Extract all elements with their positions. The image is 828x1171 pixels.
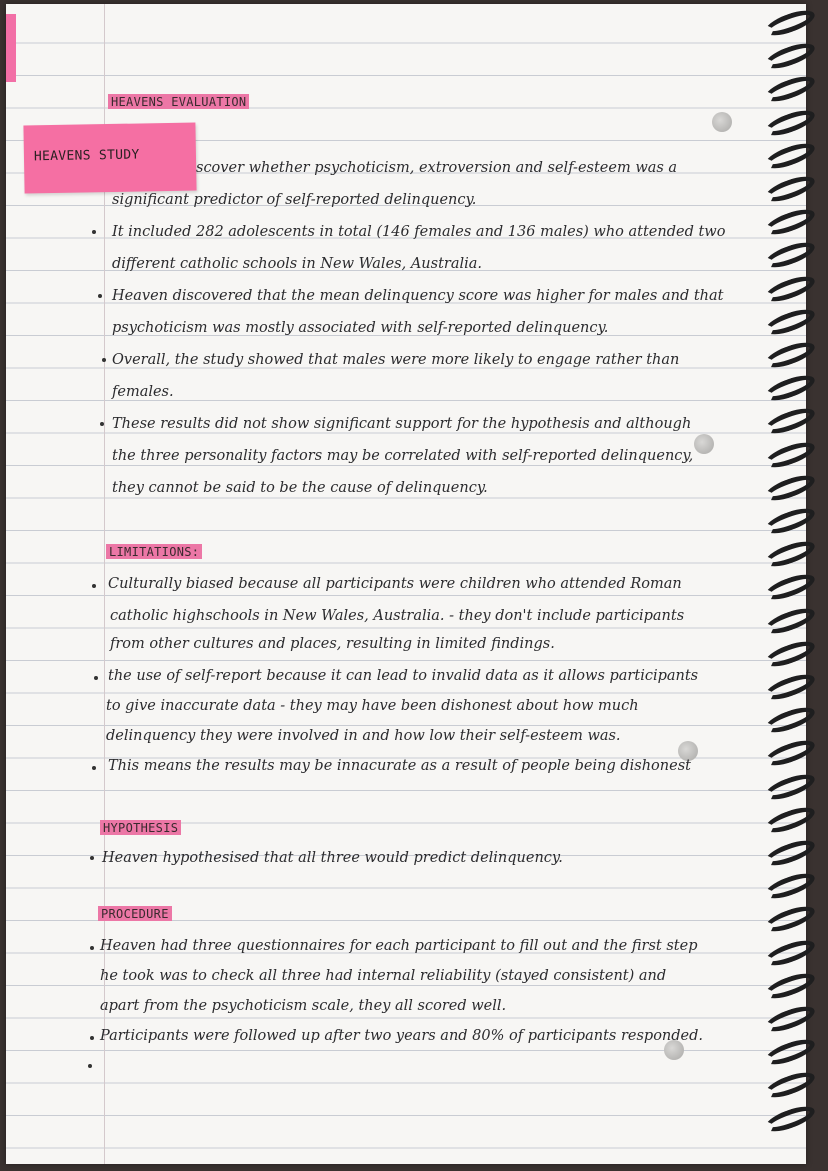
spiral-coil	[762, 437, 817, 472]
bullet-point	[90, 856, 94, 860]
procedure-line: he took was to check all three had internal reliability (stayed consistent) and	[100, 968, 667, 984]
bullet-point	[94, 676, 98, 680]
spiral-coil	[762, 1101, 817, 1136]
punch-hole	[694, 434, 714, 454]
spiral-coil	[762, 6, 817, 41]
hypothesis-heading: HYPOTHESIS	[100, 820, 181, 835]
spiral-coil	[762, 802, 817, 837]
study-line: psychoticism was mostly associated with self-reported delinquency.	[112, 320, 609, 336]
spiral-coil	[762, 636, 817, 671]
spiral-coil	[762, 968, 817, 1003]
spiral-coil	[762, 902, 817, 937]
spiral-coil	[762, 205, 817, 240]
spiral-coil	[762, 1035, 817, 1070]
spiral-coil	[762, 1068, 817, 1103]
spiral-coil	[762, 72, 817, 107]
page-tab	[6, 14, 16, 82]
spiral-coil	[762, 537, 817, 572]
notebook-page	[6, 4, 806, 1164]
study-line: significant predictor of self-reported delinquency.	[112, 192, 477, 208]
bullet-point	[92, 766, 96, 770]
spiral-coil	[762, 338, 817, 373]
spiral-coil	[762, 138, 817, 173]
bullet-point	[92, 584, 96, 588]
study-line: These results did not show significant support for the hypothesis and although	[112, 416, 692, 432]
limitations-line: This means the results may be innacurate as a result of people being dishonest	[108, 758, 691, 774]
spiral-coil	[762, 836, 817, 871]
procedure-line: apart from the psychoticism scale, they all scored well.	[100, 998, 507, 1014]
spiral-coil	[762, 304, 817, 339]
spiral-coil	[762, 670, 817, 705]
evaluation-heading: HEAVENS EVALUATION	[108, 94, 249, 109]
bullet-point	[100, 422, 104, 426]
spiral-coil	[762, 172, 817, 207]
spiral-coil	[762, 736, 817, 771]
study-line: females.	[112, 384, 174, 400]
limitations-line: to give inaccurate data - they may have been dishonest about how much	[106, 698, 639, 714]
limitations-heading: LIMITATIONS:	[106, 544, 202, 559]
bullet-point	[90, 1036, 94, 1040]
study-line: different catholic schools in New Wales, Australia.	[112, 256, 482, 272]
spiral-coil	[762, 603, 817, 638]
study-line: the three personality factors may be correlated with self-reported delinquency,	[112, 448, 694, 464]
spiral-coil	[762, 271, 817, 306]
spiral-coil	[762, 39, 817, 74]
spiral-coil	[762, 769, 817, 804]
bullet-point	[88, 1064, 92, 1068]
limitations-line: from other cultures and places, resulting in limited findings.	[110, 636, 555, 652]
spiral-coil	[762, 504, 817, 539]
study-line: It included 282 adolescents in total (146 females and 136 males) who attended two	[112, 224, 726, 240]
study-line: scover whether psychoticism, extroversion and self-esteem was a	[196, 160, 678, 176]
study-line: Overall, the study showed that males were more likely to engage rather than	[112, 352, 680, 368]
procedure-line: Heaven had three questionnaires for each participant to fill out and the first step	[100, 938, 698, 954]
limitations-line: the use of self-report because it can lead to invalid data as it allows participants	[108, 668, 699, 684]
sticky-note	[23, 123, 196, 194]
bullet-point	[98, 294, 102, 298]
hypothesis-line: Heaven hypothesised that all three would predict delinquency.	[102, 850, 563, 866]
spiral-coil	[762, 470, 817, 505]
bullet-point	[102, 358, 106, 362]
study-line: they cannot be said to be the cause of delinquency.	[112, 480, 488, 496]
procedure-heading: PROCEDURE	[98, 906, 172, 921]
spiral-coil	[762, 869, 817, 904]
limitations-line: delinquency they were involved in and how low their self-esteem was.	[106, 728, 621, 744]
bullet-point	[92, 230, 96, 234]
sticky-note-label: HEAVENS STUDY	[33, 147, 140, 165]
limitations-line: catholic highschools in New Wales, Australia. - they don't include participants	[110, 608, 685, 624]
spiral-coil	[762, 404, 817, 439]
spiral-coil	[762, 105, 817, 140]
spiral-coil	[762, 238, 817, 273]
spiral-binding	[754, 14, 816, 1154]
procedure-line: Participants were followed up after two years and 80% of participants responded.	[100, 1028, 704, 1044]
bullet-point	[90, 946, 94, 950]
study-line: Heaven discovered that the mean delinquency score was higher for males and that	[112, 288, 724, 304]
punch-hole	[712, 112, 732, 132]
spiral-coil	[762, 935, 817, 970]
spiral-coil	[762, 1002, 817, 1037]
limitations-line: Culturally biased because all participants were children who attended Roman	[108, 576, 682, 592]
spiral-coil	[762, 570, 817, 605]
spiral-coil	[762, 703, 817, 738]
spiral-coil	[762, 371, 817, 406]
